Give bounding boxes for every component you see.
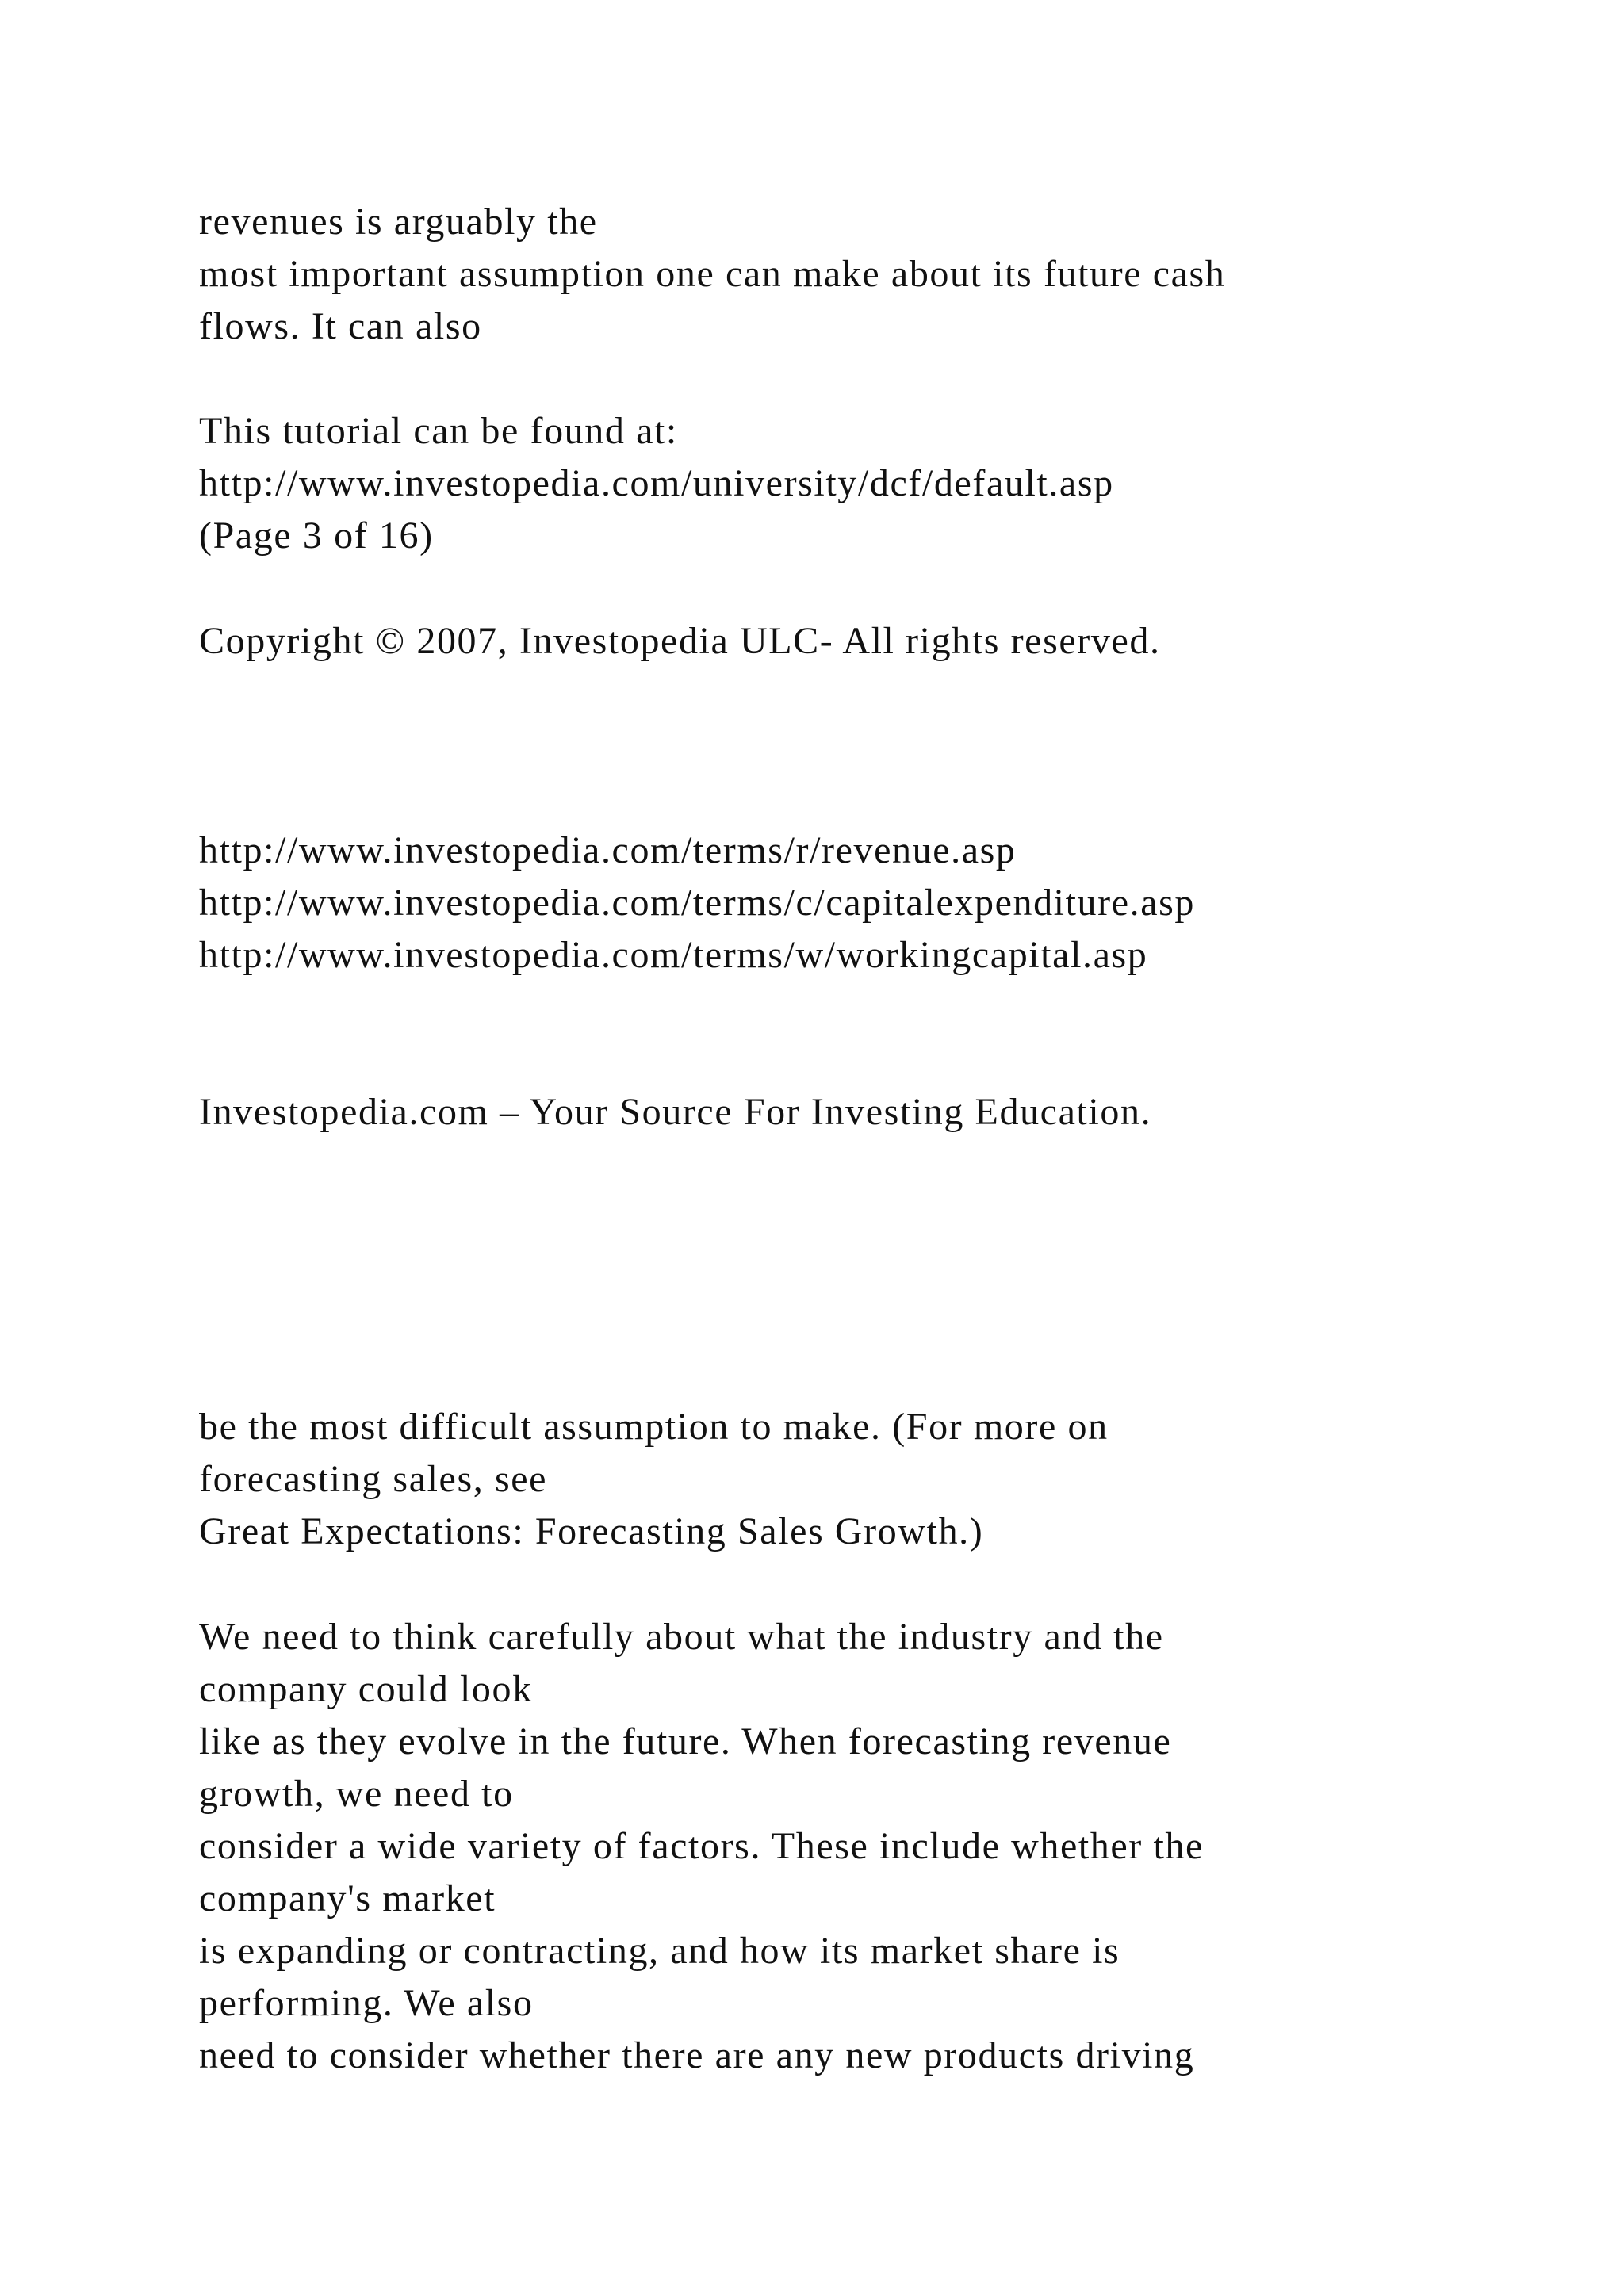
text-line: most important assumption one can make about its future cash <box>199 253 1226 295</box>
text-line: flows. It can also <box>199 305 482 347</box>
text-line: This tutorial can be found at: <box>199 410 678 452</box>
copyright-notice: Copyright © 2007, Investopedia ULC- All rights reserved. <box>199 620 1161 662</box>
text-line: consider a wide variety of factors. These include whether the <box>199 1825 1204 1867</box>
text-line: We need to think carefully about what the industry and the <box>199 1616 1164 1658</box>
text-line: need to consider whether there are any new products driving <box>199 2034 1195 2076</box>
text-line: is expanding or contracting, and how its market share is <box>199 1930 1120 1972</box>
link-working-capital: http://www.investopedia.com/terms/w/workingcapital.asp <box>199 934 1148 976</box>
text-line: company's market <box>199 1877 496 1919</box>
link-capital-expenditure: http://www.investopedia.com/terms/c/capitalexpenditure.asp <box>199 882 1196 924</box>
text-line: company could look <box>199 1668 533 1710</box>
text-line: performing. We also <box>199 1982 534 2024</box>
text-line: Great Expectations: Forecasting Sales Growth.) <box>199 1510 984 1552</box>
text-line: growth, we need to <box>199 1773 514 1815</box>
footer-tagline: Investopedia.com – Your Source For Investing Education. <box>199 1091 1152 1133</box>
text-line: like as they evolve in the future. When forecasting revenue <box>199 1720 1172 1762</box>
text-line: forecasting sales, see <box>199 1458 548 1500</box>
page-number: (Page 3 of 16) <box>199 515 434 557</box>
link-revenue: http://www.investopedia.com/terms/r/revenue.asp <box>199 829 1017 871</box>
text-line: revenues is arguably the <box>199 201 598 243</box>
text-line: be the most difficult assumption to make. (For more on <box>199 1406 1109 1448</box>
tutorial-url: http://www.investopedia.com/university/dcf/default.asp <box>199 462 1114 504</box>
